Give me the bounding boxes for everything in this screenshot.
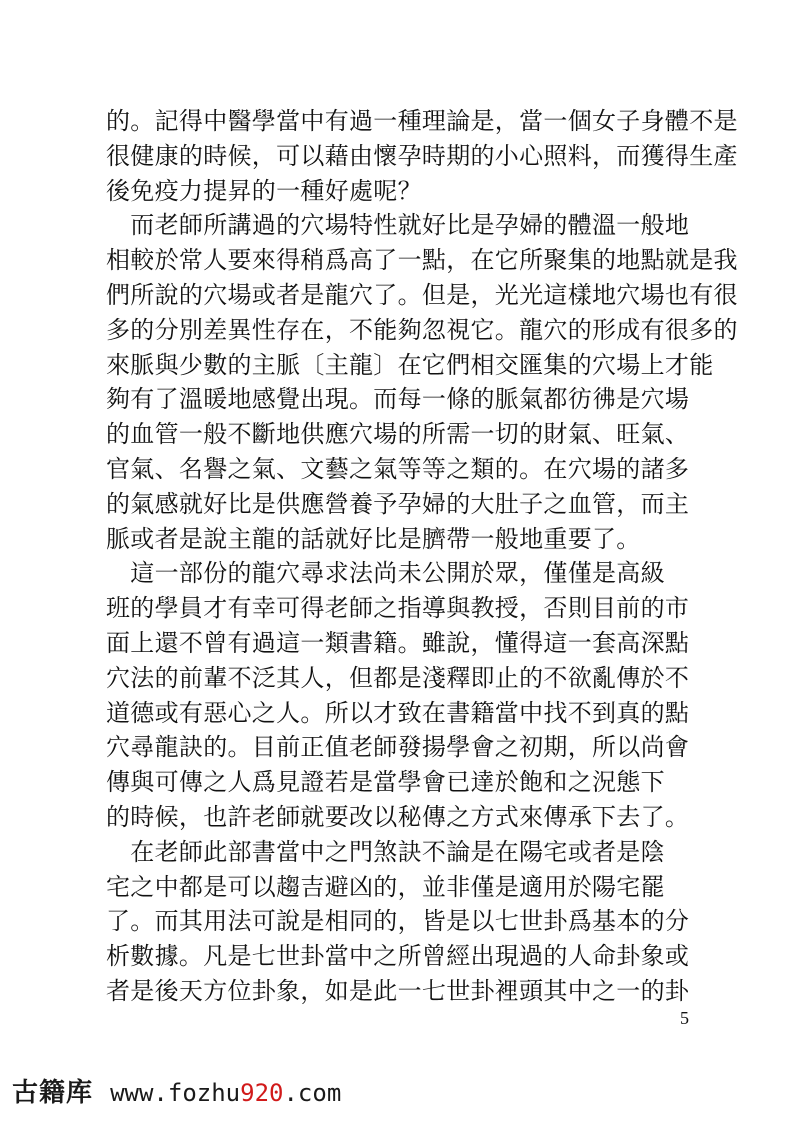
page-body — [106, 104, 738, 1009]
text-line: 班的學員才有幸可得老師之指導與教授，否則目前的市 — [106, 594, 690, 623]
text-line: 脈或者是說主龍的話就好比是臍帶一般地重要了。 — [106, 524, 641, 553]
watermark-url-suffix: .com — [283, 1079, 342, 1107]
text-line: 夠有了溫暖地感覺出現。而每一條的脈氣都彷彿是穴場 — [106, 385, 690, 414]
text-line: 析數據。凡是七世卦當中之所曾經出現過的人命卦象或 — [106, 942, 690, 971]
text-line: 官氣、名譽之氣、文藝之氣等等之類的。在穴場的諸多 — [106, 454, 690, 483]
text-line: 來脈與少數的主脈〔主龍〕在它們相交匯集的穴場上才能 — [106, 350, 714, 379]
text-line: 後免疫力提昇的一種好處呢？ — [106, 176, 422, 205]
text-line: 的。記得中醫學當中有過一種理論是，當一個女子身體不是 — [106, 107, 738, 135]
text-line: 的時候，也許老師就要改以秘傳之方式來傳承下去了。 — [106, 802, 690, 831]
watermark-url — [110, 1079, 341, 1107]
text-line: 在老師此部書當中之門煞訣不論是在陽宅或者是陰 — [106, 837, 665, 866]
text-line: 而老師所講過的穴場特性就好比是孕婦的體溫一般地 — [106, 211, 690, 240]
text-line: 穴尋龍訣的。目前正值老師發揚學會之初期，所以尚會 — [106, 733, 690, 762]
text-line: 的氣感就好比是供應營養予孕婦的大肚子之血管，而主 — [106, 489, 690, 518]
text-line: 了。而其用法可說是相同的，皆是以七世卦爲基本的分 — [106, 907, 690, 936]
text-line: 們所說的穴場或者是龍穴了。但是，光光這樣地穴場也有很 — [106, 280, 738, 309]
text-line: 道德或有惡心之人。所以才致在書籍當中找不到真的點 — [106, 698, 690, 727]
text-line: 這一部份的龍穴尋求法尚未公開於眾，僅僅是高級 — [106, 559, 665, 588]
text-line: 的血管一般不斷地供應穴場的所需一切的財氣、旺氣、 — [106, 420, 690, 449]
watermark-url-prefix: www.fozhu — [110, 1079, 241, 1107]
text-line: 傳與可傳之人爲見證若是當學會已達於飽和之況態下 — [106, 768, 665, 797]
text-line: 者是後天方位卦象，如是此一七世卦裡頭其中之一的卦 — [106, 976, 690, 1005]
page-number: 5 — [680, 1008, 689, 1028]
watermark-chinese: 古籍库 — [12, 1078, 94, 1108]
watermark-url-accent: 920 — [240, 1079, 284, 1107]
text-line: 多的分別差異性存在，不能夠忽視它。龍穴的形成有很多的 — [106, 315, 738, 344]
text-line: 很健康的時候，可以藉由懷孕時期的小心照料，而獲得生產 — [106, 141, 738, 170]
text-line: 相較於常人要來得稍爲高了一點，在它所聚集的地點就是我 — [106, 246, 738, 275]
text-line: 面上還不曾有過這一類書籍。雖說，懂得這一套高深點 — [106, 628, 690, 657]
text-line: 宅之中都是可以趨吉避凶的，並非僅是適用於陽宅罷 — [106, 872, 665, 901]
text-line: 穴法的前輩不泛其人，但都是淺釋即止的不欲亂傳於不 — [106, 663, 690, 692]
site-watermark — [12, 1072, 341, 1109]
